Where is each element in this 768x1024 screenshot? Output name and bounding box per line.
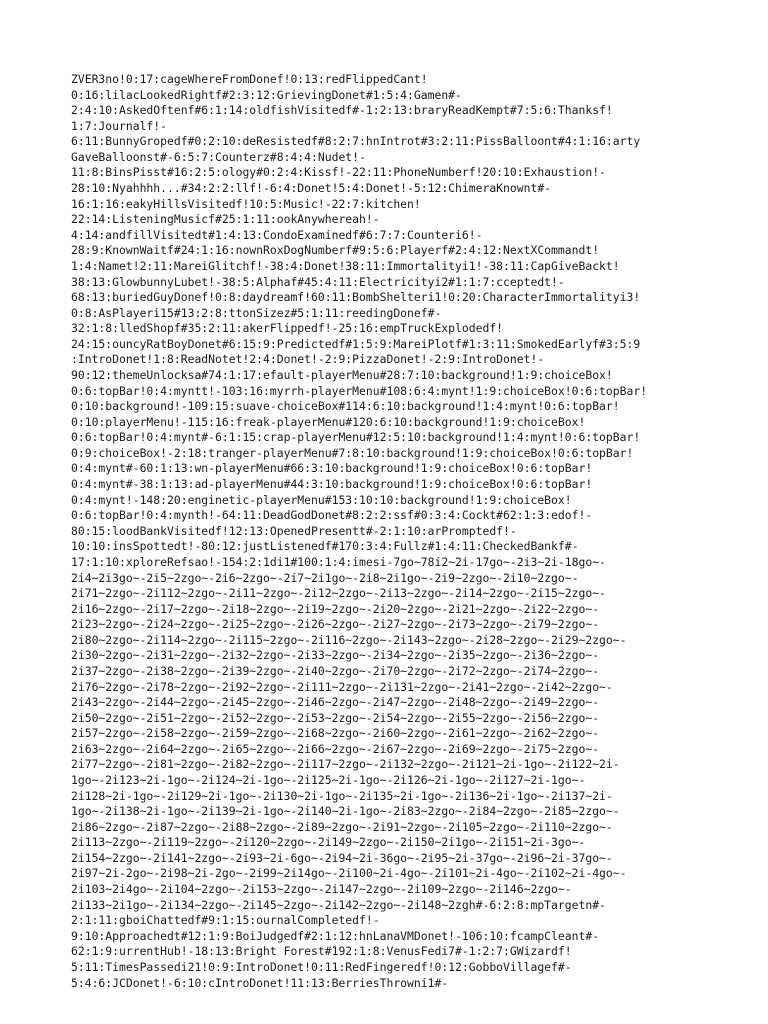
text-line: 0:6:topBar!0:4:mynth!-64:11:DeadGodDonet#8:2:2:ssf#0:3:4:Cockt#62:1:3:edof!- bbox=[71, 508, 593, 523]
text-line: 2i16~2zgo~-2i17~2zgo~-2i18~2zgo~-2i19~2zgo~-2i20~2zgo~-2i21~2zgo~-2i22~2zgo~- bbox=[71, 601, 600, 616]
text-line: 2i80~2zgo~-2i114~2zgo~-2i115~2zgo~-2i116~2zgo~-2i143~2zgo~-2i28~2zgo~-2i29~2zgo~- bbox=[71, 632, 627, 647]
text-line: 2:4:10:AskedOftenf#6:1:14:oldfishVisitedf#-1:2:13:braryReadKempt#7:5:6:Thanksf! bbox=[71, 103, 613, 118]
text-line: :IntroDonet!1:8:ReadNotet!2:4:Donet!-2:9:PizzaDonet!-2:9:IntroDonet!- bbox=[71, 352, 545, 367]
text-line: 0:4:mynt!-148:20:enginetic-playerMenu#153:10:10:background!1:9:choiceBox! bbox=[71, 492, 572, 507]
text-line: 28:9:KnownWaitf#24:1:16:nownRoxDogNumberf#9:5:6:Playerf#2:4:12:NextXCommandt! bbox=[71, 243, 600, 258]
text-line: 16:1:16:eakyHillsVisitedf!10:5:Music!-22:7:kitchen! bbox=[71, 196, 421, 211]
text-line: 0:9:choiceBox!-2:18:tranger-playerMenu#7:8:10:background!1:9:choiceBox!0:6:topBar! bbox=[71, 445, 634, 460]
text-line: 68:13:buriedGuyDonef!0:8:daydreamf!60:11:BombShelteri1!0:20:CharacterImmortalityi3! bbox=[71, 290, 641, 305]
text-line: 2i154~2zgo~-2i141~2zgo~-2i93~2i-6go~-2i94~2i-36go~-2i95~2i-37go~-2i96~2i-37go~- bbox=[71, 850, 613, 865]
text-line: 2i50~2zgo~-2i51~2zgo~-2i52~2zgo~-2i53~2zgo~-2i54~2zgo~-2i55~2zgo~-2i56~2zgo~- bbox=[71, 710, 600, 725]
text-line: 1go~-2i138~2i-1go~-2i139~2i-1go~-2i140~2i-1go~-2i83~2zgo~-2i84~2zgo~-2i85~2zgo~- bbox=[71, 804, 620, 819]
text-line: 24:15:ouncyRatBoyDonet#6:15:9:Predictedf#1:5:9:MareiPlotf#1:3:11:SmokedEarlyf#3:5:9 bbox=[71, 336, 641, 351]
text-line: 90:12:themeUnlocksa#74:1:17:efault-playerMenu#28:7:10:background!1:9:choiceBox! bbox=[71, 367, 613, 382]
text-line: 62:1:9:urrentHub!-18:13:Bright Forest#192:1:8:VenusFedi7#-1:2:7:GWizardf! bbox=[71, 944, 572, 959]
text-line: 0:10:background!-109:15:suave-choiceBox#114:6:10:background!1:4:mynt!0:6:topBar! bbox=[71, 399, 620, 414]
text-line: 2i76~2zgo~-2i78~2zgo~-2i92~2zgo~-2i111~2zgo~-2i131~2zgo~-2i41~2zgo~-2i42~2zgo~- bbox=[71, 679, 613, 694]
text-line: 2i71~2zgo~-2i112~2zgo~-2i11~2zgo~-2i12~2zgo~-2i13~2zgo~-2i14~2zgo~-2i15~2zgo~- bbox=[71, 586, 606, 601]
text-line: 22:14:ListeningMusicf#25:1:11:ookAnywhereah!- bbox=[71, 212, 380, 227]
text-line: 6:11:BunnyGropedf#0:2:10:deResistedf#8:2:7:hnIntrot#3:2:11:PissBalloont#4:1:16:arty bbox=[71, 134, 641, 149]
text-line: 17:1:10:xploreRefsao!-154:2:1di1#100:1:4:imesi-7go~78i2~2i-17go~-2i3~2i-18go~- bbox=[71, 554, 606, 569]
text-line: 2i103~2i4go~-2i104~2zgo~-2i153~2zgo~-2i147~2zgo~-2i109~2zgo~-2i146~2zgo~- bbox=[71, 882, 572, 897]
text-line: 2i86~2zgo~-2i87~2zgo~-2i88~2zgo~-2i89~2zgo~-2i91~2zgo~-2i105~2zgo~-2i110~2zgo~- bbox=[71, 819, 613, 834]
text-line: 32:1:8:lledShopf#35:2:11:akerFlippedf!-25:16:empTruckExplodedf! bbox=[71, 321, 504, 336]
text-line: 2i63~2zgo~-2i64~2zgo~-2i65~2zgo~-2i66~2zgo~-2i67~2zgo~-2i69~2zgo~-2i75~2zgo~- bbox=[71, 741, 600, 756]
text-line: 2i77~2zgo~-2i81~2zgo~-2i82~2zgo~-2i117~2zgo~-2i132~2zgo~-2i121~2i-1go~-2i122~2i- bbox=[71, 757, 620, 772]
text-line: GaveBalloonst#-6:5:7:Counterz#8:4:4:Nudet!- bbox=[71, 149, 366, 164]
text-line: 9:10:Approachedt#12:1:9:BoiJudgedf#2:1:12:hnLanaVMDonet!-106:10:fcampCleant#- bbox=[71, 928, 600, 943]
text-line: 80:15:loodBankVisitedf!12:13:OpenedPresentt#-2:1:10:arPromptedf!- bbox=[71, 523, 517, 538]
text-line: 0:6:topBar!0:4:myntt!-103:16:myrrh-playerMenu#108:6:4:mynt!1:9:choiceBox!0:6:topBar! bbox=[71, 383, 648, 398]
text-line: 28:10:Nyahhhh...#34:2:2:llf!-6:4:Donet!5:4:Donet!-5:12:ChimeraKnownt#- bbox=[71, 181, 552, 196]
text-line: 5:4:6:JCDonet!-6:10:cIntroDonet!11:13:BerriesThrowni1#- bbox=[71, 975, 449, 990]
text-line: 10:10:insSpottedt!-80:12:justListenedf#170:3:4:Fullz#1:4:11:CheckedBankf#- bbox=[71, 539, 579, 554]
text-line: 2i37~2zgo~-2i38~2zgo~-2i39~2zgo~-2i40~2zgo~-2i70~2zgo~-2i72~2zgo~-2i74~2zgo~- bbox=[71, 663, 600, 678]
text-line: 2i30~2zgo~-2i31~2zgo~-2i32~2zgo~-2i33~2zgo~-2i34~2zgo~-2i35~2zgo~-2i36~2zgo~- bbox=[71, 648, 600, 663]
text-line: 1:4:Namet!2:11:MareiGlitchf!-38:4:Donet!38:11:Immortalityi1!-38:11:CapGiveBackt! bbox=[71, 258, 620, 273]
text-line: 0:4:mynt#-38:1:13:ad-playerMenu#44:3:10:background!1:9:choiceBox!0:6:topBar! bbox=[71, 477, 593, 492]
text-line: 4:14:andfillVisitedt#1:4:13:CondoExaminedf#6:7:7:Counteri6!- bbox=[71, 227, 483, 242]
save-data-text bbox=[71, 72, 711, 991]
text-line: 2:1:11:gboiChattedf#9:1:15:ournalCompletedf!- bbox=[71, 913, 380, 928]
text-line: 0:4:mynt#-60:1:13:wn-playerMenu#66:3:10:background!1:9:choiceBox!0:6:topBar! bbox=[71, 461, 593, 476]
text-line: 2i43~2zgo~-2i44~2zgo~-2i45~2zgo~-2i46~2zgo~-2i47~2zgo~-2i48~2zgo~-2i49~2zgo~- bbox=[71, 695, 600, 710]
text-line: 1:7:Journalf!- bbox=[71, 118, 168, 133]
text-line: ZVER3no!0:17:cageWhereFromDonef!0:13:redFlippedCant! bbox=[71, 72, 428, 86]
text-line: 0:10:playerMenu!-115:16:freak-playerMenu#120:6:10:background!1:9:choiceBox! bbox=[71, 414, 586, 429]
text-line: 1go~-2i123~2i-1go~-2i124~2i-1go~-2i125~2i-1go~-2i126~2i-1go~-2i127~2i-1go~- bbox=[71, 773, 586, 788]
text-line: 5:11:TimesPassedi21!0:9:IntroDonet!0:11:RedFingeredf!0:12:GobboVillagef#- bbox=[71, 959, 572, 974]
text-line: 2i128~2i-1go~-2i129~2i-1go~-2i130~2i-1go~-2i135~2i-1go~-2i136~2i-1go~-2i137~2i- bbox=[71, 788, 613, 803]
text-line: 0:6:topBar!0:4:mynt#-6:1:15:crap-playerMenu#12:5:10:background!1:4:mynt!0:6:topBar! bbox=[71, 430, 641, 445]
text-line: 2i97~2i-2go~-2i98~2i-2go~-2i99~2i14go~-2i100~2i-4go~-2i101~2i-4go~-2i102~2i-4go~- bbox=[71, 866, 627, 881]
text-line: 0:8:AsPlayeri15#13:2:8:ttonSizez#5:1:11:reedingDonef#- bbox=[71, 305, 442, 320]
text-line: 2i4~2i3go~-2i5~2zgo~-2i6~2zgo~-2i7~2i1go~-2i8~2i1go~-2i9~2zgo~-2i10~2zgo~- bbox=[71, 570, 579, 585]
text-line: 2i133~2i1go~-2i134~2zgo~-2i145~2zgo~-2i142~2zgo~-2i148~2zgh#-6:2:8:mpTargetn#- bbox=[71, 897, 606, 912]
text-line: 11:8:BinsPisst#16:2:5:ology#0:2:4:Kissf!-22:11:PhoneNumberf!20:10:Exhaustion!- bbox=[71, 165, 606, 180]
text-line: 0:16:lilacLookedRightf#2:3:12:GrievingDonet#1:5:4:Gamen#- bbox=[71, 87, 462, 102]
text-line: 2i57~2zgo~-2i58~2zgo~-2i59~2zgo~-2i68~2zgo~-2i60~2zgo~-2i61~2zgo~-2i62~2zgo~- bbox=[71, 726, 600, 741]
text-line: 38:13:GlowbunnyLubet!-38:5:Alphaf#45:4:11:Electricityi2#1:1:7:cceptedt!- bbox=[71, 274, 565, 289]
text-line: 2i113~2zgo~-2i119~2zgo~-2i120~2zgo~-2i149~2zgo~-2i150~2i1go~-2i151~2i-3go~- bbox=[71, 835, 586, 850]
text-line: 2i23~2zgo~-2i24~2zgo~-2i25~2zgo~-2i26~2zgo~-2i27~2zgo~-2i73~2zgo~-2i79~2zgo~- bbox=[71, 617, 600, 632]
